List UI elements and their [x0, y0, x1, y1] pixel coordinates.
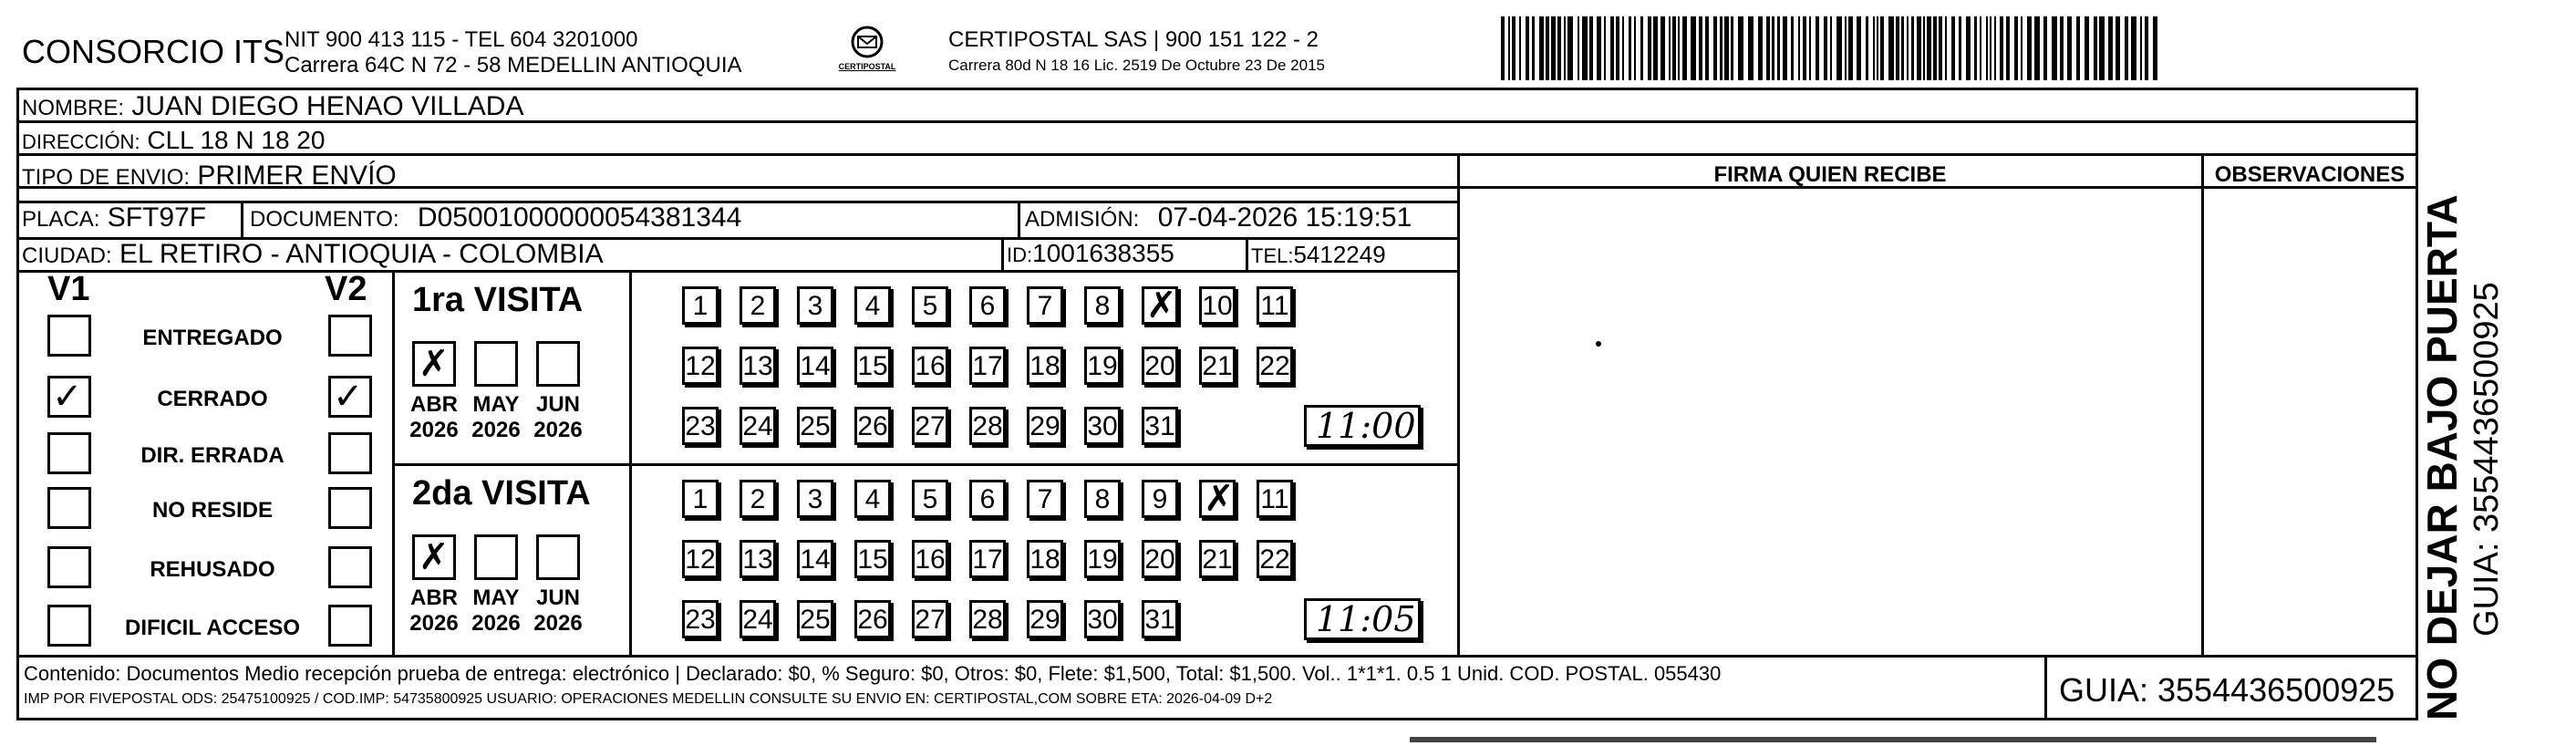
year-label: 2026 [409, 418, 459, 442]
barcode-bar [1669, 16, 1671, 80]
barcode [1501, 16, 2157, 80]
barcode-bar [2043, 16, 2047, 80]
day-box[interactable]: 10 [1199, 286, 1236, 325]
status-label: DIR. ERRADA [140, 443, 284, 468]
certipostal-logo [832, 24, 903, 78]
day-box[interactable]: 18 [1027, 347, 1063, 385]
tipo-label: TIPO DE ENVIO: [22, 165, 191, 190]
day-box[interactable]: 1 [682, 286, 719, 325]
day-box[interactable]: 21 [1199, 347, 1236, 385]
barcode-bar [2034, 16, 2040, 80]
barcode-bar [1724, 16, 1729, 80]
barcode-bar [1512, 16, 1516, 80]
x-mark-icon: ✗ [1204, 478, 1235, 520]
barcode-bar [1705, 16, 1709, 80]
barcode-bar [2085, 16, 2089, 80]
barcode-bar [2067, 16, 2072, 80]
firma-label: FIRMA QUIEN RECIBE [1713, 162, 1947, 187]
month-checkbox[interactable] [474, 341, 518, 387]
year-label: 2026 [533, 611, 583, 636]
day-box[interactable]: 25 [797, 600, 833, 638]
barcode-bar [1848, 16, 1853, 80]
day-box[interactable]: 30 [1084, 600, 1121, 638]
status-label: DIFICIL ACCESO [124, 616, 300, 640]
barcode-bar [1772, 16, 1774, 80]
barcode-bar [1873, 16, 1875, 80]
day-box[interactable]: 2 [740, 480, 776, 518]
day-box[interactable]: 29 [1027, 600, 1063, 638]
v2-checkbox-2[interactable] [328, 432, 372, 474]
direccion-label: DIRECCIÓN: [22, 130, 140, 153]
v2-checkbox-5[interactable] [328, 605, 372, 647]
barcode-bar [1933, 16, 1937, 80]
direccion-value: CLL 18 N 18 20 [147, 126, 326, 154]
barcode-bar [1731, 16, 1733, 80]
admision-value: 07-04-2026 15:19:51 [1157, 202, 1412, 233]
placa-value: SFT97F [107, 202, 207, 233]
day-box[interactable]: 19 [1084, 347, 1121, 385]
month-label: JUN [535, 392, 580, 417]
day-box[interactable]: 24 [740, 600, 776, 638]
check-mark-icon: ✓ [333, 376, 364, 418]
nombre-row [22, 91, 523, 122]
barcode-bar [1809, 16, 1811, 80]
barcode-bar [1911, 16, 1914, 80]
barcode-bar [1678, 16, 1680, 80]
day-box[interactable]: 15 [854, 347, 891, 385]
barcode-bar [1682, 16, 1687, 80]
company-name: CONSORCIO ITS [22, 33, 285, 70]
x-mark-icon: ✗ [1146, 285, 1177, 326]
day-box[interactable]: 28 [969, 407, 1006, 445]
year-label: 2026 [471, 418, 521, 442]
barcode-bar [1836, 16, 1842, 80]
day-box[interactable]: 3 [797, 480, 833, 518]
barcode-bar [1582, 16, 1588, 80]
barcode-bar [1766, 16, 1770, 80]
day-box[interactable]: 18 [1027, 540, 1063, 578]
day-box[interactable]: 31 [1142, 600, 1178, 638]
day-box[interactable]: 13 [740, 540, 776, 578]
barcode-bar [2099, 16, 2105, 80]
documento-row [250, 202, 741, 233]
day-box[interactable]: 14 [797, 347, 833, 385]
time-box[interactable] [1304, 405, 1421, 447]
day-box[interactable]: 26 [854, 600, 891, 638]
day-box[interactable]: 23 [682, 407, 719, 445]
tel-label: TEL: [1251, 244, 1294, 267]
day-box[interactable]: 17 [969, 347, 1006, 385]
documento-label: DOCUMENTO: [250, 207, 399, 232]
barcode-bar [1777, 16, 1780, 80]
barcode-bar [1508, 16, 1510, 80]
ciudad-label: CIUDAD: [22, 243, 112, 268]
day-box[interactable]: 5 [912, 286, 948, 325]
barcode-bar [1877, 16, 1878, 80]
barcode-bar [1994, 16, 1996, 80]
barcode-bar [1526, 16, 1529, 80]
footer-content: Contenido: Documentos Medio recepción prueba de entrega: electrónico | Declarado: $0, % Seguro: $0, Otros: $0, Flete: $1,500, Total: $1,500. Vol.. 1*1*1. 0.5 1 Unid. COD. POSTAL. 055430 [24, 662, 1722, 685]
barcode-bar [1604, 16, 1606, 80]
barcode-bar [1578, 16, 1579, 80]
day-box[interactable]: 12 [682, 347, 719, 385]
month-checkbox[interactable] [536, 341, 580, 387]
side-warning: NO DEJAR BAJO PUERTA [2418, 194, 2466, 720]
day-box[interactable]: 2 [740, 286, 776, 325]
day-box[interactable]: 6 [969, 480, 1006, 518]
barcode-bar [1830, 16, 1832, 80]
barcode-bar [1791, 16, 1794, 80]
barcode-bar [1589, 16, 1593, 80]
barcode-bar [1629, 16, 1631, 80]
barcode-bar [1519, 16, 1521, 80]
day-box[interactable]: 12 [682, 540, 719, 578]
barcode-bar [2076, 16, 2080, 80]
barcode-bar [2021, 16, 2023, 80]
barcode-bar [1660, 16, 1665, 80]
barcode-bar [2125, 16, 2128, 80]
day-box[interactable]: 1 [682, 480, 719, 518]
time-value: 11:00 [1316, 406, 1416, 446]
day-box[interactable]: 13 [740, 347, 776, 385]
day-box[interactable]: 30 [1084, 407, 1121, 445]
v2-checkbox-0[interactable] [328, 315, 372, 357]
visit-title: 1ra VISITA [412, 281, 584, 319]
placa-label: PLACA: [22, 207, 100, 232]
status-label: ENTREGADO [142, 326, 283, 350]
month-checkbox[interactable] [536, 534, 580, 580]
ciudad-row [22, 239, 604, 270]
day-box[interactable]: 7 [1027, 480, 1063, 518]
bottom-rule [1410, 737, 2376, 742]
barcode-bar [1990, 16, 1991, 80]
courier-address: Carrera 80d N 18 16 Lic. 2519 De Octubre 23 De 2015 [948, 57, 1325, 74]
side-text [2416, 137, 2562, 720]
tipo-row [22, 161, 397, 192]
day-box[interactable]: 3 [797, 286, 833, 325]
day-box[interactable]: 24 [740, 407, 776, 445]
month-label: MAY [472, 392, 520, 417]
barcode-bar [1748, 16, 1754, 80]
month-checkbox[interactable] [412, 534, 456, 580]
barcode-bar [1824, 16, 1827, 80]
day-box[interactable] [1199, 480, 1236, 518]
day-box[interactable]: 20 [1142, 540, 1178, 578]
company-nit: NIT 900 413 115 - TEL 604 3201000 [284, 27, 638, 52]
day-box[interactable]: 29 [1027, 407, 1063, 445]
barcode-bar [2060, 16, 2064, 80]
barcode-bar [2131, 16, 2136, 80]
barcode-bar [1648, 16, 1651, 80]
status-label: CERRADO [157, 387, 268, 411]
day-box[interactable]: 5 [912, 480, 948, 518]
barcode-bar [1551, 16, 1556, 80]
barcode-bar [1845, 16, 1847, 80]
nombre-label: NOMBRE: [22, 96, 125, 120]
barcode-bar [1945, 16, 1947, 80]
month-label: MAY [472, 585, 520, 610]
v1-checkbox-2[interactable] [47, 432, 91, 474]
barcode-bar [1798, 16, 1800, 80]
barcode-bar [1713, 16, 1717, 80]
barcode-bar [1539, 16, 1544, 80]
barcode-bar [1597, 16, 1601, 80]
barcode-bar [2140, 16, 2142, 80]
barcode-bar [1720, 16, 1723, 80]
day-box[interactable]: 21 [1199, 540, 1236, 578]
barcode-bar [1927, 16, 1931, 80]
barcode-bar [1888, 16, 1894, 80]
documento-value: D05001000000054381344 [417, 202, 742, 233]
v1-checkbox-5[interactable] [47, 605, 91, 647]
logo-caption: CERTIPOSTAL [838, 62, 896, 71]
barcode-bar [1974, 16, 1977, 80]
barcode-bar [2052, 16, 2057, 80]
barcode-bar [1501, 16, 1505, 80]
barcode-bar [2116, 16, 2120, 80]
footer-guia: GUIA: 3554436500925 [2059, 671, 2395, 709]
day-box[interactable]: 25 [797, 407, 833, 445]
day-box[interactable]: 19 [1084, 540, 1121, 578]
day-box[interactable]: 11 [1257, 480, 1293, 518]
barcode-bar [1816, 16, 1819, 80]
barcode-bar [1758, 16, 1763, 80]
company-address: Carrera 64C N 72 - 58 MEDELLIN ANTIOQUIA [284, 53, 742, 78]
year-label: 2026 [471, 611, 521, 636]
month-checkbox[interactable] [412, 341, 456, 387]
side-guia: GUIA: 3554436500925 [2467, 282, 2506, 637]
barcode-bar [1653, 16, 1658, 80]
day-box[interactable]: 8 [1084, 480, 1121, 518]
day-box[interactable]: 15 [854, 540, 891, 578]
v1-checkbox-0[interactable] [47, 315, 91, 357]
barcode-bar [1622, 16, 1624, 80]
day-box[interactable]: 28 [969, 600, 1006, 638]
barcode-bar [1532, 16, 1535, 80]
ciudad-value: EL RETIRO - ANTIOQUIA - COLOMBIA [119, 239, 604, 269]
barcode-bar [1907, 16, 1909, 80]
barcode-bar [2014, 16, 2018, 80]
barcode-bar [1557, 16, 1561, 80]
direccion-row [22, 126, 325, 155]
check-mark-icon: ✓ [52, 376, 83, 418]
day-box[interactable]: 7 [1027, 286, 1063, 325]
barcode-bar [1738, 16, 1743, 80]
month-label: JUN [535, 585, 580, 610]
nombre-value: JUAN DIEGO HENAO VILLADA [131, 91, 524, 121]
status-label: NO RESIDE [151, 498, 274, 523]
v1-label: V1 [47, 270, 90, 308]
barcode-bar [1951, 16, 1955, 80]
day-box[interactable]: 20 [1142, 347, 1178, 385]
barcode-bar [2108, 16, 2113, 80]
day-box[interactable]: 27 [912, 600, 948, 638]
barcode-bar [1923, 16, 1925, 80]
barcode-bar [1857, 16, 1861, 80]
v2-label: V2 [325, 270, 367, 308]
v2-checkbox-3[interactable] [328, 487, 372, 529]
courier-name: CERTIPOSTAL SAS | 900 151 122 - 2 [948, 27, 1319, 52]
barcode-bar [2027, 16, 2032, 80]
day-box[interactable]: 16 [912, 347, 948, 385]
barcode-bar [2000, 16, 2003, 80]
barcode-bar [1691, 16, 1696, 80]
barcode-bar [1880, 16, 1884, 80]
day-box[interactable]: 11 [1257, 286, 1293, 325]
barcode-bar [1567, 16, 1573, 80]
month-label: ABR [410, 585, 458, 610]
barcode-bar [1986, 16, 1988, 80]
id-value: 1001638355 [1032, 239, 1174, 267]
v2-checkbox-4[interactable] [328, 546, 372, 588]
day-box[interactable]: 9 [1142, 480, 1178, 518]
barcode-bar [1634, 16, 1636, 80]
day-box[interactable]: 14 [797, 540, 833, 578]
day-box[interactable] [1142, 286, 1178, 325]
barcode-bar [2006, 16, 2010, 80]
observaciones-label: OBSERVACIONES [2214, 162, 2405, 187]
x-mark-icon: ✗ [419, 343, 450, 385]
day-box[interactable]: 6 [969, 286, 1006, 325]
time-box[interactable] [1304, 598, 1421, 640]
placa-row [22, 202, 206, 233]
barcode-bar [1959, 16, 1961, 80]
barcode-bar [1896, 16, 1899, 80]
barcode-bar [1672, 16, 1676, 80]
footer-imp: IMP POR FIVEPOSTAL ODS: 25475100925 / COD.IMP: 54735800925 USUARIO: OPERACIONES MEDELLIN CONSULTE SU ENVIO EN: CERTIPOSTAL,COM SOBRE ETA: 2026-04-09 D+2 [24, 691, 1273, 707]
day-box[interactable]: 4 [854, 480, 891, 518]
barcode-bar [1564, 16, 1566, 80]
barcode-bar [2153, 16, 2157, 80]
barcode-bar [1783, 16, 1787, 80]
id-row [1007, 239, 1174, 268]
x-mark-icon: ✗ [419, 536, 450, 578]
signature-dot [1596, 341, 1601, 347]
barcode-bar [1939, 16, 1942, 80]
barcode-bar [1699, 16, 1702, 80]
admision-row [1025, 202, 1412, 233]
barcode-bar [1917, 16, 1921, 80]
barcode-bar [1546, 16, 1549, 80]
day-box[interactable]: 22 [1257, 347, 1293, 385]
admision-label: ADMISIÓN: [1025, 207, 1140, 232]
day-box[interactable]: 17 [969, 540, 1006, 578]
barcode-bar [1616, 16, 1619, 80]
barcode-bar [1866, 16, 1868, 80]
day-box[interactable]: 8 [1084, 286, 1121, 325]
barcode-bar [1640, 16, 1643, 80]
month-label: ABR [410, 392, 458, 417]
day-box[interactable]: 22 [1257, 540, 1293, 578]
barcode-bar [1980, 16, 1981, 80]
barcode-bar [1901, 16, 1904, 80]
v2-checkbox-1[interactable] [328, 376, 372, 418]
day-box[interactable]: 16 [912, 540, 948, 578]
day-box[interactable]: 27 [912, 407, 948, 445]
month-checkbox[interactable] [474, 534, 518, 580]
tel-row [1251, 241, 1386, 269]
barcode-bar [1803, 16, 1806, 80]
barcode-bar [1610, 16, 1614, 80]
v1-checkbox-3[interactable] [47, 487, 91, 529]
day-box[interactable]: 31 [1142, 407, 1178, 445]
visit-title: 2da VISITA [412, 474, 591, 513]
tipo-value: PRIMER ENVÍO [197, 161, 397, 191]
year-label: 2026 [533, 418, 583, 442]
barcode-bar [2094, 16, 2097, 80]
day-box[interactable]: 26 [854, 407, 891, 445]
id-label: ID: [1007, 243, 1033, 266]
status-label: REHUSADO [150, 557, 275, 582]
time-value: 11:05 [1316, 599, 1416, 639]
barcode-bar [2145, 16, 2148, 80]
day-box[interactable]: 4 [854, 286, 891, 325]
v1-checkbox-4[interactable] [47, 546, 91, 588]
day-box[interactable]: 23 [682, 600, 719, 638]
barcode-bar [1966, 16, 1971, 80]
tel-value: 5412249 [1293, 241, 1386, 268]
year-label: 2026 [409, 611, 459, 636]
v1-checkbox-1[interactable] [47, 376, 91, 418]
